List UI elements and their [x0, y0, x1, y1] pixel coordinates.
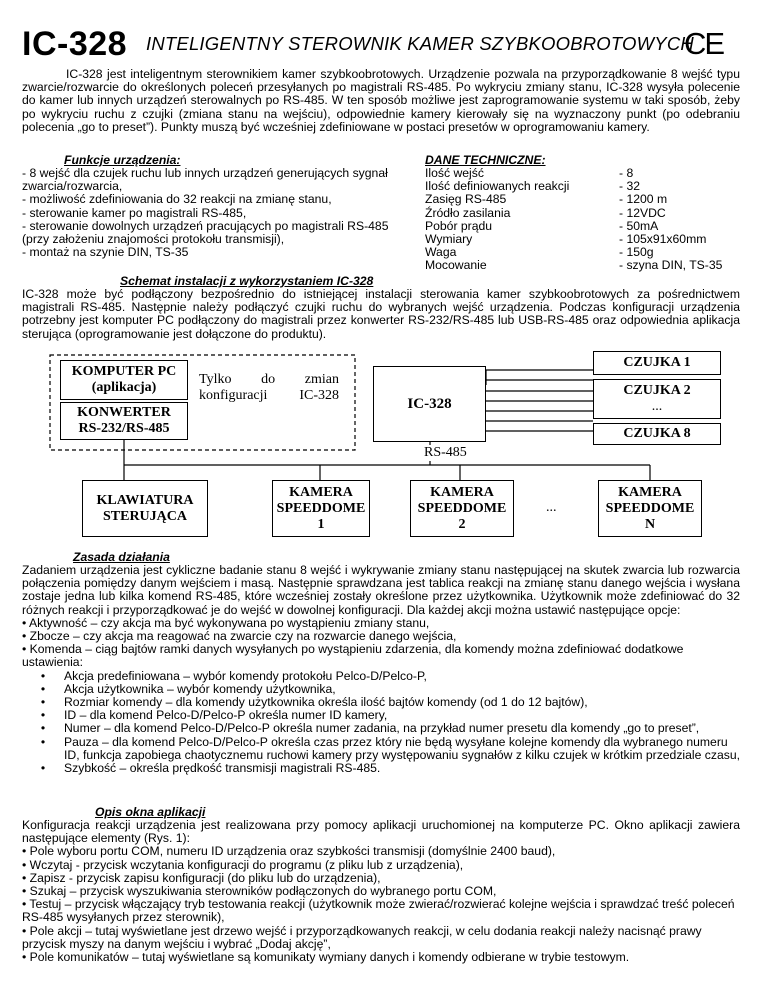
- camera-type: SPEEDDOME: [276, 500, 366, 516]
- sensor2-box: [593, 379, 721, 419]
- operation-paragraph: Zadaniem urządzenia jest cykliczne badanie stanu 8 wejść i wykrywanie zmiany stanu następującej na skutek zwarcia lub rozwarcia połączenia pomiędzy danym wejściem i masą. Następnie sprawdzana jest tablica reakcji na zmianę stanu danego wejścia i wysłana zostaje jedna lub kilka komend RS-485, które wcześniej zostały określone przez użytkownika. Użytkownik może zdefiniować do 32 różnych reakcji i przyporządkować je do wejść w dowolnej konfiguracji. Dla każdej akcji można ustawić następujące opcje:: [22, 563, 740, 617]
- functions-section: [22, 154, 402, 259]
- functions-heading: Funkcje urządzenia:: [64, 153, 181, 167]
- option-item: • Komenda – ciąg bajtów ramki danych wysyłanych po wystąpieniu zdarzenia, dla komendy można zdefiniować dodatkowe ustawienia:: [22, 642, 684, 670]
- function-item: - możliwość zdefiniowania do 32 reakcji na zmianę stanu,: [22, 192, 332, 207]
- camera-type: SPEEDDOME: [417, 500, 507, 516]
- app-item: • Pole wyboru portu COM, numeru ID urządzenia oraz szybkości transmisji (domyślnie 2400 baud),: [22, 844, 556, 859]
- tech-value: - 50mA: [619, 218, 659, 233]
- bullet-icon: •: [40, 734, 46, 749]
- bullet-icon: •: [40, 761, 46, 776]
- converter-label: KONWERTER: [77, 405, 171, 420]
- model-title: IC-328: [22, 25, 128, 63]
- camera-number: 2: [458, 516, 466, 532]
- sensor8-box: CZUJKA 8: [593, 423, 721, 445]
- camera-number: N: [644, 516, 656, 532]
- cameraN-box: [598, 480, 702, 537]
- camera-type: SPEEDDOME: [605, 500, 695, 516]
- tech-label: Źródło zasilania: [425, 205, 511, 220]
- app-item: • Szukaj – przycisk wyszukiwania sterowników podłączonych do wybranego portu COM,: [22, 884, 497, 899]
- suboption-item: [22, 670, 740, 683]
- operation-heading: Zasada działania: [73, 550, 170, 564]
- pc-box: [60, 360, 188, 400]
- app-section: [22, 819, 740, 964]
- install-heading: Schemat instalacji z wykorzystaniem IC-328: [120, 274, 374, 288]
- function-item: - montaż na szynie DIN, TS-35: [22, 245, 189, 260]
- app-item: • Wczytaj - przycisk wczytania konfiguracji do programu (z pliku lub z urządzenia),: [22, 857, 464, 872]
- product-subtitle: INTELIGENTNY STEROWNIK KAMER SZYBKOOBROTOWYCH: [146, 33, 694, 54]
- tech-heading: DANE TECHNICZNE:: [425, 153, 546, 167]
- suboption-text: Akcja użytkownika – wybór komendy użytkownika,: [64, 681, 336, 696]
- function-item: - sterowanie dowolnych urządzeń pracujących po magistrali RS-485 (przy założeniu znajomości protokołu transmisji),: [22, 218, 389, 247]
- option-item: • Aktywność – czy akcja ma być wykonywana po wystąpieniu zmiany stanu,: [22, 615, 430, 630]
- camera-label: KAMERA: [289, 484, 353, 500]
- install-paragraph: IC-328 może być podłączony bezpośrednio do istniejącej instalacji sterowania kamer szybkoobrotowych za pośrednictwem magistrali RS-485. Następnie należy podłączyć czujki ruchu do wybranych wejść urządzenia. Podczas konfiguracji urządzenia potrzebny jest komputer PC podłączony do magistrali przez konwerter RS-232/RS-485 lub USB-RS-485 oraz odpowiednia aplikacja sterująca (oprogramowanie jest dołączone do produktu).: [22, 287, 740, 341]
- tech-label: Waga: [425, 245, 457, 260]
- suboption-item: [22, 762, 740, 775]
- bullet-icon: •: [40, 695, 46, 710]
- sensor2-label: CZUJKA 2: [623, 383, 691, 398]
- suboption-text: Numer – dla komend Pelco-D/Pelco-P określa numer zadania, na przykład numer presetu dla komendy „go to preset”,: [64, 721, 700, 736]
- app-heading: Opis okna aplikacji: [95, 805, 206, 819]
- tech-value: - 8: [619, 166, 634, 180]
- app-item: • Testuj – przycisk włączający tryb testowania reakcji (użytkownik może zwierać/rozwierać kolejne wejścia i sprawdzać treść poleceń RS-485 wysyłanych przez sterownik),: [22, 897, 735, 925]
- tech-label: Zasięg RS-485: [425, 192, 507, 207]
- installation-diagram: [0, 345, 768, 545]
- camera-label: KAMERA: [618, 484, 682, 500]
- sensor-ellipsis: ...: [651, 399, 663, 414]
- camera-ellipsis: ...: [546, 500, 557, 515]
- suboption-text: Pauza – dla komend Pelco-D/Pelco-P określa czas przez który nie będą wysyłane kolejne komendy dla wybranego numeru ID, funkcja zapobiega chaotycznemu ruchowi kamery przy występowaniu sygnałów z kilku czujek w krótkim przedziale czasu,: [64, 734, 741, 762]
- suboption-text: ID – dla komend Pelco-D/Pelco-P określa numer ID kamery,: [64, 708, 388, 723]
- option-item: • Zbocze – czy akcja ma reagować na zwarcie czy na rozwarcie danego wejścia,: [22, 629, 457, 644]
- intro-paragraph: IC-328 jest inteligentnym sterownikiem kamer szybkoobrotowych. Urządzenie pozwala na przyporządkowanie 8 wejść typu zwarcie/rozwarcie do określonych poleceń przesyłanych po magistrali RS-485. Po wykryciu zmiany stanu, IC-328 wysyła polecenie do kamer lub innych urządzeń sterowalnych po RS-485. W ten sposób możliwe jest zaprogramowanie systemu w taki sposób, żeby po wykryciu ruchu z czujki (zmiana stanu na wejściu), odpowiednie kamery kierowały się na wyznaczony punkt (po odebraniu polecenia „go to preset”). Punkty muszą być wcześniej zdefiniowane w postaci presetów w oprogramowaniu kamery.: [22, 67, 740, 134]
- tech-label: Wymiary: [425, 232, 473, 247]
- tech-row: [425, 207, 722, 220]
- tech-table: [425, 167, 722, 273]
- camera2-box: [410, 480, 514, 537]
- suboption-text: Rozmiar komendy – dla komendy użytkownika określa ilość bajtów komendy (od 1 do 12 bajtów),: [64, 695, 588, 710]
- sensor1-box: CZUJKA 1: [593, 351, 721, 375]
- camera1-box: [272, 480, 370, 537]
- tech-data-section: [425, 154, 745, 273]
- converter-sublabel: RS-232/RS-485: [78, 421, 170, 436]
- function-item: - 8 wejść dla czujek ruchu lub innych urządzeń generujących sygnał zwarcia/rozwarcia,: [22, 166, 388, 194]
- app-item: • Pole komunikatów – tutaj wyświetlane są komunikaty wymiany danych i komendy odbierane w trybie testowym.: [22, 950, 630, 965]
- bullet-icon: •: [40, 721, 46, 736]
- tech-value: - szyna DIN, TS-35: [619, 258, 723, 273]
- function-item: - sterowanie kamer po magistrali RS-485,: [22, 205, 247, 220]
- converter-box: [60, 402, 188, 440]
- tech-label: Mocowanie: [425, 258, 487, 273]
- keyboard-label: KLAWIATURA: [96, 492, 194, 508]
- tech-label: Ilość wejść: [425, 166, 484, 180]
- tech-row: [425, 193, 722, 206]
- config-note: Tylko do zmian konfiguracji IC-328: [199, 372, 339, 403]
- pc-label: KOMPUTER PC: [71, 364, 177, 379]
- keyboard-box: [82, 480, 208, 537]
- bus-label: RS-485: [424, 445, 467, 460]
- ic328-box: IC-328: [373, 366, 486, 442]
- app-item: • Pole akcji – tutaj wyświetlane jest drzewo wejść i przyporządkowanych reakcji, w celu dodania reakcji należy nacisnąć prawy przycisk myszy na danym wejściu i wybrać „Dodaj akcję”,: [22, 923, 702, 951]
- tech-value: - 1200 m: [619, 192, 668, 207]
- bullet-icon: •: [40, 668, 46, 683]
- suboption-item: [22, 736, 740, 762]
- tech-value: - 105x91x60mm: [619, 232, 707, 247]
- app-item: • Zapisz - przycisk zapisu konfiguracji (do pliku lub do urządzenia),: [22, 870, 381, 885]
- tech-value: - 12VDC: [619, 205, 666, 220]
- tech-label: Ilość definiowanych reakcji: [425, 179, 570, 194]
- suboption-text: Szybkość – określa prędkość transmisji magistrali RS-485.: [64, 761, 381, 776]
- operation-section: [22, 564, 740, 775]
- tech-label: Pobór prądu: [425, 218, 493, 233]
- ce-mark-icon: CE: [684, 26, 724, 61]
- tech-value: - 150g: [619, 245, 654, 260]
- pc-sublabel: (aplikacja): [91, 380, 157, 395]
- keyboard-sublabel: STERUJĄCA: [102, 508, 187, 524]
- tech-row: [425, 233, 722, 246]
- tech-row: [425, 259, 722, 272]
- tech-value: - 32: [619, 179, 641, 194]
- camera-number: 1: [317, 516, 325, 532]
- suboption-item: [22, 722, 740, 735]
- app-paragraph: Konfiguracja reakcji urządzenia jest realizowana przy pomocy aplikacji uruchomionej na komputerze PC. Okno aplikacji zawiera następujące elementy (Rys. 1):: [22, 818, 740, 846]
- suboption-text: Akcja predefiniowana – wybór komendy protokołu Pelco-D/Pelco-P,: [64, 668, 427, 683]
- bullet-icon: •: [40, 681, 46, 696]
- camera-label: KAMERA: [430, 484, 494, 500]
- bullet-icon: •: [40, 708, 46, 723]
